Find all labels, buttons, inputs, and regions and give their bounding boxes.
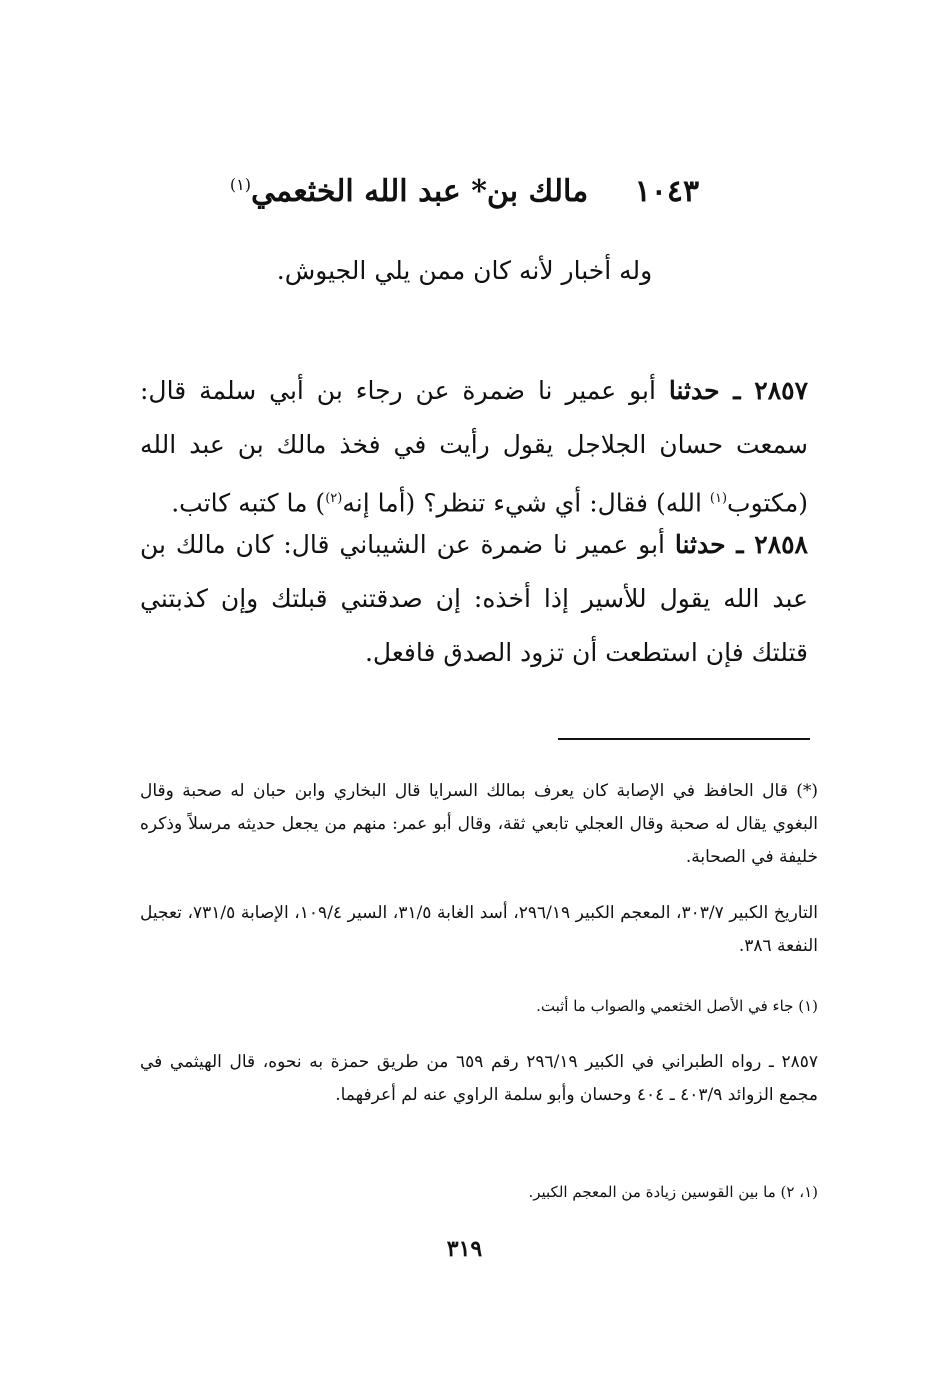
- footnote-text: ـ رواه الطبراني في الكبير ٢٩٦/١٩ رقم ٦٥٩ من طريق حمزة به نحوه، قال الهيثمي في مجمع الزوائد ٤٠٣/٩ ـ ٤٠٤ وحسان وأبو سلمة الراوي عنه لم أعرفهما.: [140, 1052, 818, 1105]
- page-number: ٣١٩: [446, 1236, 483, 1262]
- footnote-text: قال الحافظ في الإصابة كان يعرف بمالك السرايا قال البخاري وابن حبان له صحبة وقال البغوي يقال له صحبة وقال العجلي تابعي ثقة، وقال أبو عمر: منهم من يجعل حديثه مرسلاً وذكره خليفة في الصحابة.: [140, 781, 818, 867]
- footnote-marker: ٢٨٥٧: [781, 1052, 818, 1072]
- entry-footnote-ref: (١): [229, 175, 251, 194]
- hadith-text: الله) فقال: أي شيء تنظر؟ (أما إنه: [342, 488, 710, 518]
- entry-name: مالك بن* عبد الله الخثعمي: [250, 174, 589, 209]
- footnote-ref: (٢): [325, 491, 343, 506]
- hadith-lead: ٢٨٥٧ ـ حدثنا: [668, 376, 808, 405]
- footnote-sources: التاريخ الكبير ٣٠٣/٧، المعجم الكبير ٢٩٦/١٩، أسد الغابة ٣١/٥، السير ١٠٩/٤، الإصابة ٧٣١/٥، تعجيل النفعة ٣٨٦.: [140, 903, 818, 956]
- hadith-text: أبو عمير نا ضمرة عن الشيباني قال: كان مالك بن عبد الله يقول للأسير إذا أخذه: إن صدقتني قبلتك وإن كذبتني قتلتك فإن استطعت أن تزود الصدق فافعل.: [140, 530, 808, 667]
- entry-number: ١٠٤٣: [634, 174, 700, 209]
- footnote-2857: [140, 1046, 818, 1112]
- footnote-1: (١) جاء في الأصل الخثعمي والصواب ما أثبت.: [536, 997, 818, 1015]
- footnote-star: [140, 775, 818, 874]
- footnote-ref: (١): [709, 491, 728, 506]
- hadith-text: ) ما كتبه كاتب.: [171, 488, 326, 518]
- entry-intro: وله أخبار لأنه كان ممن يلي الجيوش.: [276, 256, 653, 285]
- footnote-1-2: (١، ٢) ما بين القوسين زيادة من المعجم الكبير.: [528, 1183, 818, 1201]
- hadith-lead: ٢٨٥٨ ـ حدثنا: [674, 530, 808, 559]
- footnote-marker: (*): [796, 781, 818, 801]
- hadith-2857: [140, 364, 808, 530]
- hadith-text: أبو عمير نا ضمرة عن رجاء بن أبي سلمة قال: سمعت حسان الجلاجل يقول رأيت في فخذ مالك بن عبد الله (مكتوب: [140, 376, 808, 518]
- hadith-2858: [140, 518, 808, 680]
- entry-title: [0, 160, 929, 217]
- footnote-divider: [558, 738, 810, 740]
